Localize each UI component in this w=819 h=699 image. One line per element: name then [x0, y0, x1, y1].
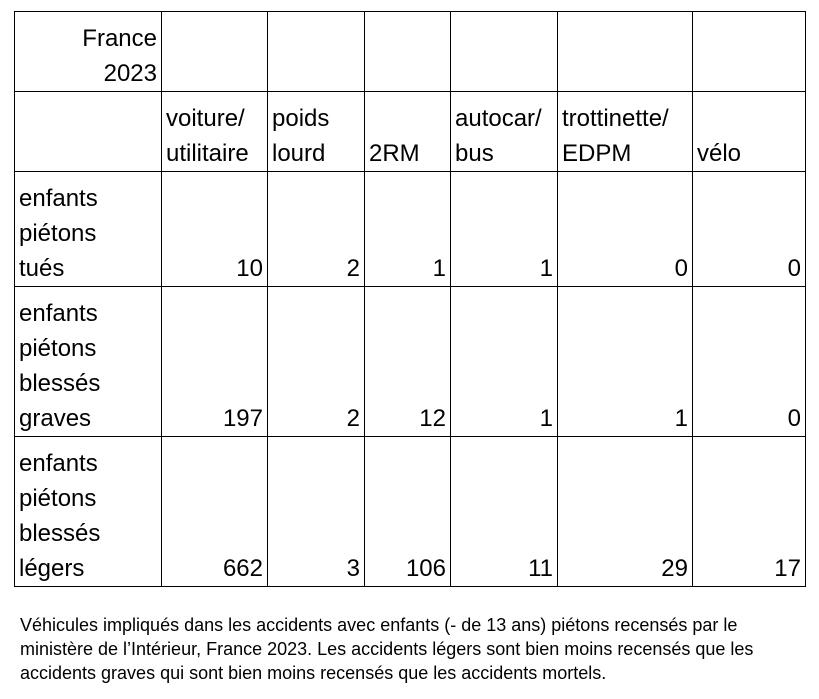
row-label-seriously-injured: enfants piétons blessés graves: [19, 300, 101, 432]
header-row: [15, 92, 806, 172]
empty-cell: [365, 12, 451, 92]
table-row: [15, 437, 806, 587]
empty-cell: [451, 12, 558, 92]
column-header-bike: vélo: [697, 140, 742, 167]
table-cell: 3: [268, 437, 365, 587]
corner-label-cell: [15, 12, 162, 92]
row-label-lightly-injured: enfants piétons blessés légers: [19, 450, 101, 582]
table-cell: 1: [451, 287, 558, 437]
column-header-cell: [451, 92, 558, 172]
table-cell: 0: [558, 172, 693, 287]
table-cell: 17: [693, 437, 806, 587]
table-cell: 0: [693, 287, 806, 437]
empty-cell: [558, 12, 693, 92]
column-header-cell: [558, 92, 693, 172]
column-header-bus: autocar/ bus: [455, 105, 542, 167]
empty-cell: [162, 12, 268, 92]
table-cell: 2: [268, 172, 365, 287]
empty-cell: [693, 12, 806, 92]
column-header-truck: poids lourd: [272, 105, 330, 167]
table-cell: 2: [268, 287, 365, 437]
table-cell: 1: [451, 172, 558, 287]
table-row: [15, 172, 806, 287]
data-table: [14, 11, 806, 587]
table-cell: 662: [162, 437, 268, 587]
row-label-cell: [15, 287, 162, 437]
corner-label: France 2023: [82, 25, 157, 87]
table-caption: Véhicules impliqués dans les accidents avec enfants (- de 13 ans) piétons recensés par le ministère de l’Intérieur, France 2023. Les accidents légers sont bien moins recensés que les accidents graves qui sont bien moins recensés que les accidents mortels.: [20, 615, 754, 683]
column-header-cell: [162, 92, 268, 172]
row-label-cell: [15, 437, 162, 587]
table-cell: 1: [558, 287, 693, 437]
table-cell: 11: [451, 437, 558, 587]
column-header-cell: [365, 92, 451, 172]
table-cell: 12: [365, 287, 451, 437]
table-row: [15, 287, 806, 437]
table-cell: 10: [162, 172, 268, 287]
row-label-cell: [15, 172, 162, 287]
table-cell: 0: [693, 172, 806, 287]
column-header-cell: [268, 92, 365, 172]
table-cell: 197: [162, 287, 268, 437]
title-row: [15, 12, 806, 92]
column-header-car: voiture/ utilitaire: [166, 105, 249, 167]
row-label-killed: enfants piétons tués: [19, 185, 98, 282]
column-header-scooter: trottinette/ EDPM: [562, 105, 669, 167]
table-cell: 106: [365, 437, 451, 587]
empty-cell: [15, 92, 162, 172]
column-header-cell: [693, 92, 806, 172]
table-cell: 1: [365, 172, 451, 287]
table-cell: 29: [558, 437, 693, 587]
column-header-2rm: 2RM: [369, 140, 420, 167]
empty-cell: [268, 12, 365, 92]
